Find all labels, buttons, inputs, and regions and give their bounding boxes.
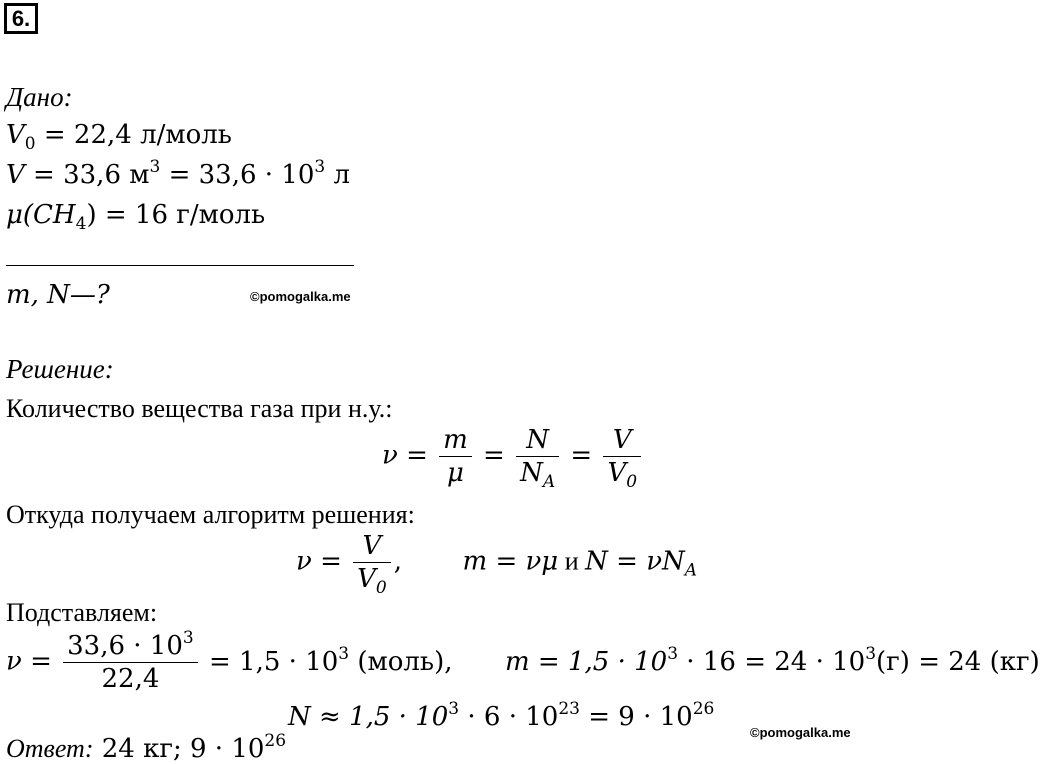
mass-formula: m = νμ [462,546,559,577]
v-unit: л [325,160,351,190]
equation-substitution [6,630,1040,695]
problem-number: 6. [4,3,38,34]
fraction-denominator: $V_0$ [607,458,638,492]
solution-text-3: Подставляем: [6,598,158,627]
eq2-lhs: ν = [296,546,342,577]
comma: , [393,546,402,577]
solution-label: Решение: [6,354,114,384]
fraction-numerator: V [362,531,382,561]
solution-text-2: Откуда получаем алгоритм решения: [6,500,415,529]
watermark-bottom: ©pomogalka.me [750,725,851,740]
eq1-lhs: ν = [382,440,428,471]
na-subscript: A [684,560,698,581]
v-value: = 33,6 м [24,160,150,190]
fraction-volume-ratio [63,630,198,695]
fraction-denominator: μ [447,458,464,488]
fraction-n-na [516,424,559,492]
fraction-numerator: $33,6 \cdot 10^3$ [67,628,194,661]
equals-sign: = [570,440,593,471]
given-line-v [6,157,351,190]
molecules-expr: N ≈ 1,5 · 10 [288,702,449,732]
fraction-denominator: $N_A$ [520,458,556,492]
solution-text-1: Количество вещества газа при н.у.: [6,394,393,423]
find-line: m, N—? [6,280,110,310]
fraction-denominator: 22,4 [101,664,160,694]
molecules-result: = 9 · 10 [579,702,693,732]
v-symbol: V [6,160,25,190]
mu-symbol: μ(CH [6,200,76,230]
amount-result: = $1,5 \cdot 10^3$ (моль), [209,643,453,677]
equals-sign: = [483,440,505,471]
fraction-numerator: m [443,425,468,455]
given-divider [6,265,354,266]
given-label: Дано: [6,82,73,112]
and-word: и [558,546,586,576]
answer-exponent: 26 [264,731,287,751]
v-conversion: = 33,6 · 10 [160,160,315,190]
fraction-v-v0 [603,424,641,492]
fraction-m-mu [439,424,472,489]
eq3-lhs: ν = [6,646,52,677]
given-line-mu [6,200,266,234]
equation-amount [382,424,644,492]
avogadro-part: · 6 · 10 [459,702,559,732]
v0-symbol: V [6,120,25,150]
number-formula: N = νN [585,546,685,577]
fraction-v-v0-2 [353,530,391,598]
fraction-numerator: V [612,425,632,455]
exp-26: 26 [692,699,715,719]
mu-value: ) = 16 г/моль [86,200,266,230]
v0-subscript: 0 [24,134,36,154]
mass-result: $m = 1,5 \cdot 10^3 \cdot 16 = 24 \cdot 10^3(г) = 24$ (кг) [505,643,1040,677]
answer-value: 24 кг; 9 · 10 [93,734,265,764]
exp-3: 3 [448,699,460,719]
given-line-v0 [6,120,232,154]
exp-23: 23 [558,699,580,719]
v0-value: = 22,4 л/моль [35,120,232,150]
answer-line [6,731,287,764]
fraction-denominator: $V_0$ [357,564,387,598]
answer-label: Ответ: [6,734,94,763]
v-exp2: 3 [314,157,326,177]
v-exp1: 3 [149,157,161,177]
equation-molecules [288,699,715,732]
mu-subscript: 4 [75,214,87,234]
equation-algorithm [296,530,698,598]
fraction-numerator: N [526,425,549,455]
watermark-top: ©pomogalka.me [250,289,351,304]
